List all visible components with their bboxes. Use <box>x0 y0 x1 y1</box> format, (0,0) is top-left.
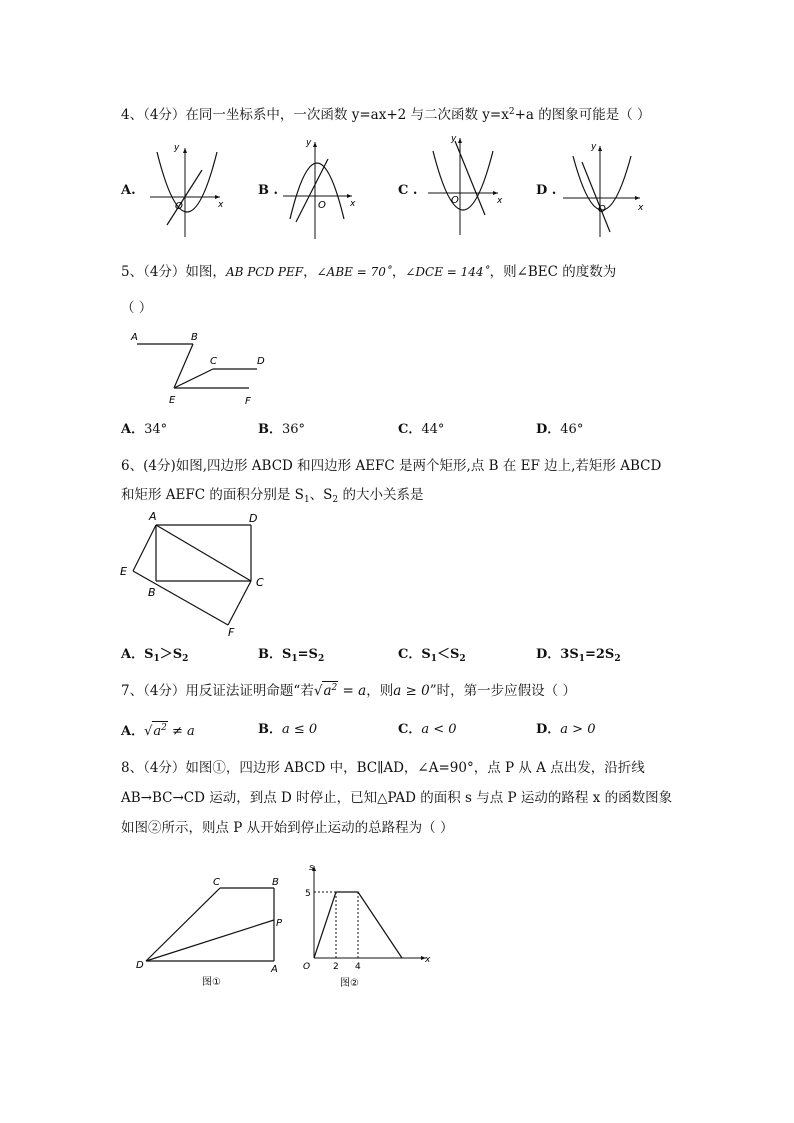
q5-option-a-label: A． <box>121 422 145 437</box>
q6-option-a-rel: ＞S <box>159 647 183 662</box>
q6-option-a-sub2: 2 <box>182 654 189 664</box>
q5-option-c[interactable] <box>398 421 444 439</box>
q4-d-y: y <box>591 142 597 152</box>
q7-option-c[interactable] <box>398 721 457 739</box>
q8-figure-1 <box>136 873 296 993</box>
q7-radical: $√a^2$ <box>313 683 338 699</box>
q6-option-a-s: S <box>144 647 154 662</box>
q8-fig2-o: O <box>303 962 311 972</box>
q4-a-y: y <box>174 143 180 153</box>
q4-option-b-label[interactable]: B . <box>258 183 279 198</box>
q8-fig1-d: D <box>136 960 144 971</box>
q4-a-o: O <box>175 201 183 212</box>
q8-fig2-two: 2 <box>333 962 339 972</box>
q6-line2-c: 的大小关系是 <box>338 487 424 503</box>
q8-line3: 如图②所示，则点 P 从开始到停止运动的总路程为（ ） <box>121 820 454 836</box>
q7-option-b-label: B． <box>258 722 282 737</box>
q4-a-x: x <box>218 200 224 210</box>
q6-option-b[interactable] <box>258 646 324 668</box>
q7-option-c-label: C． <box>398 722 422 737</box>
q5-label-a: A <box>131 332 138 343</box>
q4-text-a: 4、（4分）在同一坐标系中，一次函数 y=ax+2 与二次函数 y=x <box>121 107 509 123</box>
q6-sub1: 1 <box>303 495 310 505</box>
q5-stem <box>121 263 616 281</box>
q5-option-d-label: D． <box>536 422 561 437</box>
q8-fig1-b: B <box>272 877 279 888</box>
q8-fig1-c: C <box>213 877 220 888</box>
q6-option-b-sub1: 1 <box>291 654 298 664</box>
q4-stem <box>121 103 651 124</box>
q7-option-a-radicand: a <box>153 724 162 739</box>
q6-option-c-sub1: 1 <box>430 654 438 664</box>
q5-label-b: B <box>191 332 198 343</box>
q5-text-b: ，则∠BEC 的度数为 <box>489 264 617 280</box>
q5-label-e: E <box>169 395 176 406</box>
q4-d-o: O <box>598 204 606 215</box>
q4-exponent: 2 <box>508 107 515 117</box>
q4-graph-d <box>560 140 650 240</box>
q6-label-b: B <box>148 586 156 599</box>
q5-parallel-statement: AB PCD PEF <box>225 265 304 279</box>
q6-line2-a: 和矩形 AEFC 的面积分别是 S <box>121 487 304 503</box>
q6-option-c-s: S <box>421 647 431 662</box>
q5-option-b-value: 36° <box>282 422 306 437</box>
q4-c-y: y <box>451 134 457 144</box>
q6-line2-b: 、S <box>309 487 333 503</box>
q6-option-d-pre: 3 <box>560 647 570 662</box>
q5-text-a: 5、（4分）如图， <box>121 264 226 280</box>
q7-stem <box>121 681 576 700</box>
q4-b-o: O <box>318 200 326 211</box>
q4-c-o: O <box>451 195 459 206</box>
q7-eq: = a <box>338 683 367 699</box>
q4-text-b: +a 的图象可能是（ ） <box>514 107 651 123</box>
q5-option-c-value: 44° <box>421 422 445 437</box>
q6-label-e: E <box>120 565 127 578</box>
q8-fig1-caption: 图① <box>202 977 221 988</box>
q6-option-b-rel: =S <box>297 647 318 662</box>
q6-option-a[interactable] <box>121 646 188 668</box>
q7-option-a-label: A． <box>121 724 145 739</box>
q7-option-c-value: a < 0 <box>421 722 457 737</box>
q6-label-a: A <box>149 510 157 523</box>
q7-option-d[interactable] <box>536 721 595 739</box>
q5-option-a[interactable] <box>121 421 167 439</box>
q8-line1: 8、（4分）如图①，四边形 ABCD 中，BC∥AD，∠A=90°，点 P 从 A 点出发，沿折线 <box>121 760 645 776</box>
q8-fig2-s: s <box>309 863 314 873</box>
q5-label-c: C <box>210 356 217 367</box>
q6-option-c[interactable] <box>398 646 466 668</box>
q7-text-a: 7、（4分）用反证法证明命题“若 <box>121 683 314 699</box>
q6-option-b-label: B． <box>258 647 282 662</box>
q5-angle-dce: ∠DCE = 144˚ <box>405 265 490 279</box>
q8-figure-2 <box>300 862 440 992</box>
q4-option-c-label[interactable]: C . <box>398 183 418 198</box>
q6-option-c-label: C． <box>398 647 422 662</box>
q7-radicand: a <box>323 683 332 699</box>
q7-option-a-radical: $√a^2$ <box>144 723 167 739</box>
q5-sep1: ， <box>303 264 317 280</box>
q7-option-b-value: a ≤ 0 <box>282 722 318 737</box>
q6-option-d[interactable] <box>536 646 621 668</box>
q7-option-d-value: a > 0 <box>560 722 596 737</box>
q4-option-d-label[interactable]: D . <box>536 183 557 198</box>
q6-sub2: 2 <box>332 495 339 505</box>
q5-label-f: F <box>245 396 251 407</box>
q6-option-a-label: A． <box>121 647 145 662</box>
q6-option-d-label: D． <box>536 647 561 662</box>
q7-option-d-label: D． <box>536 722 561 737</box>
q6-label-d: D <box>249 512 258 525</box>
q5-sep2: ， <box>391 264 406 280</box>
q6-option-d-sub2: 2 <box>614 654 621 664</box>
q5-option-d[interactable] <box>536 421 583 439</box>
q4-b-y: y <box>306 138 312 148</box>
q7-option-a-value: ≠ a <box>172 724 195 739</box>
q5-option-a-value: 34° <box>144 422 168 437</box>
q5-option-b-label: B． <box>258 422 282 437</box>
q4-option-a-label[interactable]: A. <box>121 183 136 198</box>
q6-figure <box>115 508 275 640</box>
q7-radicand-sup: 2 <box>331 683 338 693</box>
q7-option-a[interactable] <box>121 721 195 741</box>
q6-option-a-sub1: 1 <box>153 654 160 664</box>
q6-option-b-s: S <box>282 647 292 662</box>
q6-line2 <box>121 486 423 509</box>
q8-fig2-five: 5 <box>305 889 311 899</box>
q7-text-mid: ，则 <box>366 683 394 699</box>
q7-cond: a ≥ 0 <box>393 683 430 699</box>
q8-fig2-four: 4 <box>355 962 361 972</box>
q5-option-c-label: C． <box>398 422 422 437</box>
q7-option-a-sup: 2 <box>161 723 167 733</box>
q5-angle-abe: ∠ABE = 70˚ <box>316 265 392 279</box>
q4-c-x: x <box>497 196 503 206</box>
q6-option-c-rel: ＜S <box>437 647 460 662</box>
q8-fig2-caption: 图② <box>340 978 359 989</box>
q4-b-x: x <box>350 199 356 209</box>
q5-option-d-value: 46° <box>560 422 584 437</box>
q5-figure <box>125 328 275 410</box>
q6-option-d-s: S <box>569 647 579 662</box>
q5-option-b[interactable] <box>258 421 305 439</box>
q4-graph-a <box>145 140 230 240</box>
q7-text-b: ”时，第一步应假设（ ） <box>429 683 576 699</box>
q6-label-c: C <box>256 576 264 589</box>
q6-line1: 6、(4分)如图,四边形 ABCD 和四边形 AEFC 是两个矩形,点 B 在 EF 边上,若矩形 ABCD <box>121 458 662 474</box>
q7-option-b[interactable] <box>258 721 317 739</box>
q4-graph-b <box>280 137 365 242</box>
q8-fig1-p: P <box>276 918 283 929</box>
q4-graph-c <box>425 133 510 238</box>
q6-option-d-rel: =2S <box>584 647 615 662</box>
q6-option-b-sub2: 2 <box>317 654 325 664</box>
q5-answer-paren: （ ） <box>121 300 153 316</box>
q6-option-d-sub1: 1 <box>578 654 585 664</box>
q8-fig2-x: x <box>425 955 431 965</box>
q6-label-f: F <box>228 626 235 639</box>
q8-line2: AB→BC→CD 运动，到点 D 时停止，已知△PAD 的面积 s 与点 P 运动的路程 x 的函数图象 <box>121 790 673 806</box>
q8-fig1-a: A <box>271 964 278 975</box>
q5-label-d: D <box>257 356 265 367</box>
q6-option-c-sub2: 2 <box>459 654 466 664</box>
q4-d-x: x <box>638 203 644 213</box>
